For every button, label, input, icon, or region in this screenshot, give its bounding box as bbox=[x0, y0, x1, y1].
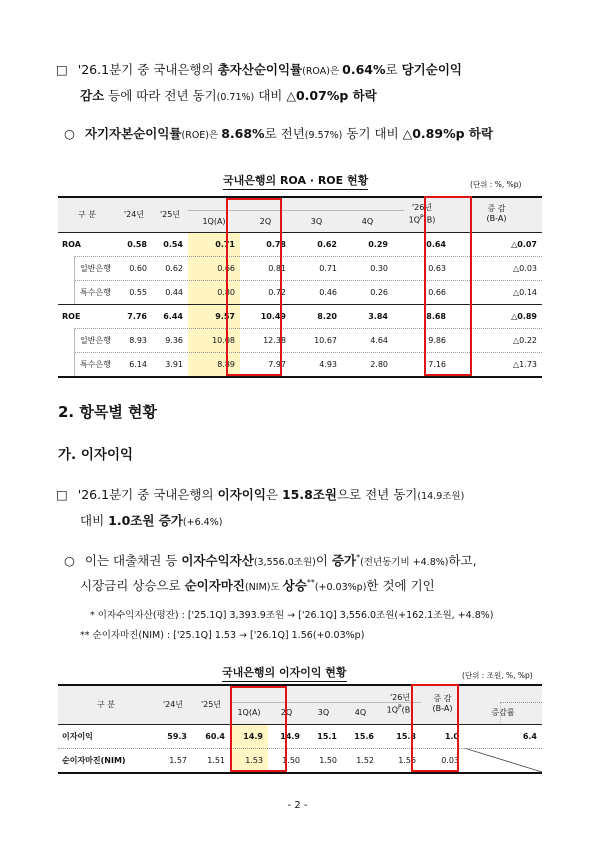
table-rule bbox=[188, 210, 404, 211]
paragraph-roa: □ '26.1분기 중 국내은행의 총자산순이익률(ROA)은 0.64%로 당기순이익 bbox=[56, 62, 462, 77]
square-bullet: □ bbox=[56, 487, 68, 502]
table-rule bbox=[58, 376, 542, 378]
table-rule bbox=[74, 352, 75, 376]
paragraph-interest-reason: ○ 이는 대출채권 등 이자수익자산(3,556.0조원)이 증가*(전년동기비 +4.8%)하고, bbox=[64, 553, 477, 569]
table1-unit: (단위 : %, %p) bbox=[470, 180, 522, 189]
circle-bullet: ○ bbox=[64, 553, 75, 569]
table2-unit: (단위 : 조원, %, %p) bbox=[462, 671, 533, 680]
paragraph-roa-line2: 감소 등에 따라 전년 동기(0.71%) 대비 △0.07%p 하락 bbox=[80, 88, 377, 103]
table-row: ROA 0.58 0.54 0.71 0.78 0.62 0.29 0.64 △0.07 bbox=[58, 232, 542, 256]
table1-header: 구 분 '24년 '25년 1Q(A) 2Q 3Q 4Q '26년 $1Q^P(B)$ 증 감 (B-A) bbox=[58, 196, 542, 232]
diagonal-line bbox=[464, 748, 542, 772]
interest-income-table bbox=[58, 684, 542, 772]
paragraph-interest: □ '26.1분기 중 국내은행의 이자이익은 15.8조원으로 전년 동기(14.9조원) bbox=[56, 487, 465, 502]
table-rule bbox=[74, 256, 542, 257]
table-rule bbox=[74, 328, 75, 352]
table-row: 순이자마진(NIM) 1.57 1.51 1.53 1.50 1.50 1.52 1.56 0.03 bbox=[58, 748, 542, 772]
table2-title: 국내은행의 이자이익 현황 bbox=[222, 664, 347, 682]
table-rule bbox=[74, 280, 75, 304]
empty-diagonal-cell bbox=[464, 748, 542, 772]
table-rule bbox=[58, 724, 542, 725]
roa-roe-table bbox=[58, 196, 542, 376]
footnote-1: * 이자수익자산(평잔) : ['25.1Q] 3,393.9조원 → ['26.1Q] 3,556.0조원(+162.1조원, +4.8%) bbox=[90, 610, 494, 621]
table-rule bbox=[58, 232, 542, 233]
table-row: 일반은행 0.60 0.62 0.66 0.81 0.71 0.30 0.63 △0.03 bbox=[58, 256, 542, 280]
square-bullet: □ bbox=[56, 62, 68, 77]
table-rule bbox=[500, 702, 542, 703]
table-rule bbox=[74, 280, 542, 281]
table-rule bbox=[500, 702, 501, 724]
page-number: - 2 - bbox=[287, 800, 308, 811]
section-title: 2. 항목별 현황 bbox=[58, 403, 158, 421]
table-rule bbox=[58, 684, 542, 686]
circle-bullet: ○ bbox=[64, 126, 75, 141]
paragraph-interest-reason-line2: 시장금리 상승으로 순이자마진(NIM)도 상승**(+0.03%p)한 것에 기인 bbox=[80, 578, 435, 594]
subsection-title: 가. 이자이익 bbox=[58, 447, 134, 463]
table-rule bbox=[74, 328, 542, 329]
table2-header: 구 분 '24년 '25년 1Q(A) 2Q 3Q 4Q '26년 $1Q^P(B)$ 증 감 (B-A) 증감률 bbox=[58, 684, 542, 724]
table-row: 일반은행 8.93 9.36 10.08 12.38 10.67 4.64 9.86 △0.22 bbox=[58, 328, 542, 352]
paragraph-roe: ○ 자기자본순이익률(ROE)은 8.68%로 전년(9.57%) 동기 대비 △0.89%p 하락 bbox=[64, 126, 494, 141]
table-rule bbox=[58, 772, 542, 774]
table-row: 특수은행 0.55 0.44 0.80 0.72 0.46 0.26 0.66 △0.14 bbox=[58, 280, 542, 304]
table-row: 특수은행 6.14 3.91 8.89 7.97 4.93 2.80 7.16 △1.73 bbox=[58, 352, 542, 376]
table-rule bbox=[230, 702, 421, 703]
table-rule bbox=[74, 352, 542, 353]
table-rule bbox=[58, 748, 542, 749]
table-rule bbox=[58, 304, 542, 305]
table-rule bbox=[58, 196, 542, 198]
table1-title: 국내은행의 ROA · ROE 현황 bbox=[223, 172, 368, 190]
paragraph-interest-line2: 대비 1.0조원 증가(+6.4%) bbox=[80, 513, 223, 528]
table-rule bbox=[74, 256, 75, 280]
footnote-2: ** 순이자마진(NIM) : ['25.1Q] 1.53 → ['26.1Q] 1.56(+0.03%p) bbox=[80, 630, 365, 641]
table-row: 이자이익 59.3 60.4 14.9 14.9 15.1 15.6 15.8 1.0 6.4 bbox=[58, 724, 542, 748]
table-row: ROE 7.76 6.44 9.57 10.49 8.20 3.84 8.68 △0.89 bbox=[58, 304, 542, 328]
